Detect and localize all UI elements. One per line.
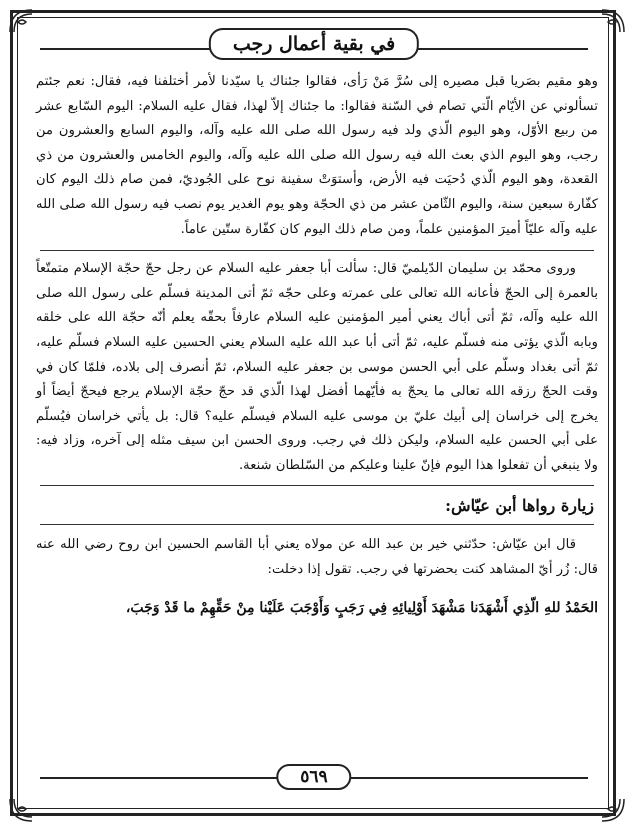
paragraph-divider: [40, 250, 594, 251]
corner-ornament-icon: [600, 797, 626, 823]
page-number: ٥٦٩: [276, 764, 351, 790]
corner-ornament-icon: [8, 8, 34, 34]
page-body: [36, 70, 598, 635]
corner-ornament-icon: [600, 8, 626, 34]
page-header: [40, 28, 588, 62]
corner-ornament-icon: [8, 797, 34, 823]
page-footer: [40, 764, 588, 794]
paragraph: قال ابن عيّاش: حدّثني خير بن عبد الله عن مولاه يعني أبا القاسم الحسين ابن روح رضي الله عنه قال: زُر أيّ المشاهد كنت بحضرتها في رجب. تقول إذا دخلت:: [36, 537, 598, 577]
section-heading: زيارة رواها أبن عيّاش:: [445, 495, 594, 515]
paragraph: وروى محمّد بن سليمان الدّيلميّ قال: سألت أبا جعفر عليه السلام عن رجل حجّ حجّة الإسلام متمتّعاً بالعمرة إلى الحجّ فأعانه الله تعالى على عمرته وعلى حجّه ثمّ أتى المدينة فسلّم على رسول الله صلى الله عليه وآله، ثمّ أتى أباك يعني أمير المؤمنين عليه السلام عارفاً بحقّه يعلم أنّه حجّة الله على خلقه وبابه الّذي يؤتى منه فسلّم عليه، ثمّ أتى أبا عبد الله عليه السلام يعني الحسين عليه السلام فسلّم عليه، ثمّ أتى بغداد وسلّم على أبي الحسن موسى بن جعفر عليه السلام، ثمّ أنصرف إلى بلاده، فلمّا كان في وقت الحجّ رزقه الله تعالى ما يحجّ به فأيّهما أفضل لهذا الّذي قد حجّ حجّة الإسلام يرجع فيحجّ أيضاً أو يخرج إلى خراسان إلى أبيك عليّ بن موسى عليه السلام فيسلّم عليه؟ قال: بل يأتي خراسان فيُسلّم على أبي الحسن عليه السلام، وليكن ذلك في رجب. وروى الحسن ابن سيف مثله إلى آخره، وزاد فيه: ولا ينبغي أن تفعلوا هذا اليوم فإنّ علينا وعليكم من السّلطان شنعة.: [36, 261, 598, 473]
paragraph: وهو مقيم بصَريا قبل مصيره إلى سُرَّ مَنْ رَأى، فقالوا جئناك يا سيّدنا لأمر أختلفنا فيه، فقال: نعم جئتم تسألوني عن الأيّام الّتي تصام في السّنة فقالوا: ما جئناك إلاّ لهذا، فقال عليه السلام: اليوم السّابع عشر من ربيع الأوّل، وهو اليوم الّذي ولد فيه رسول الله صلى الله عليه وآله، واليوم السابع والعشرون من رجب، وهو اليوم الذي بعث الله فيه رسول الله صلى الله عليه وآله، واليوم الخامس والعشرون من ذي القعدة، وهو اليوم الّذي دُحيَت فيه الأرض، وأستوَتْ سفينة نوح على الجُوديّ، فمن صام ذلك اليوم كان كفّارة سبعين سنة، واليوم الثّامن عشر من ذي الحجّة وهو يوم الغدير يوم نصب فيه رسول الله صلى الله عليه وآله عليّاً أميرَ المؤمنين علماً، ومن صام ذلك اليوم كان كفّارة ستّين عاماً.: [36, 74, 598, 237]
page-title: في بقية أعمال رجب: [209, 28, 419, 60]
supplication-text: الحَمْدُ للهِ الّذِي أَشْهَدَنا مَشْهَدَ أَوْلِيائِهِ فِي رَجَبٍ وَأَوْجَبَ عَلَيْنا مِنْ حَقِّهِمْ ما قَدْ وَجَبَ،: [125, 600, 598, 617]
section-divider: [40, 485, 594, 486]
section-divider: [40, 524, 594, 525]
